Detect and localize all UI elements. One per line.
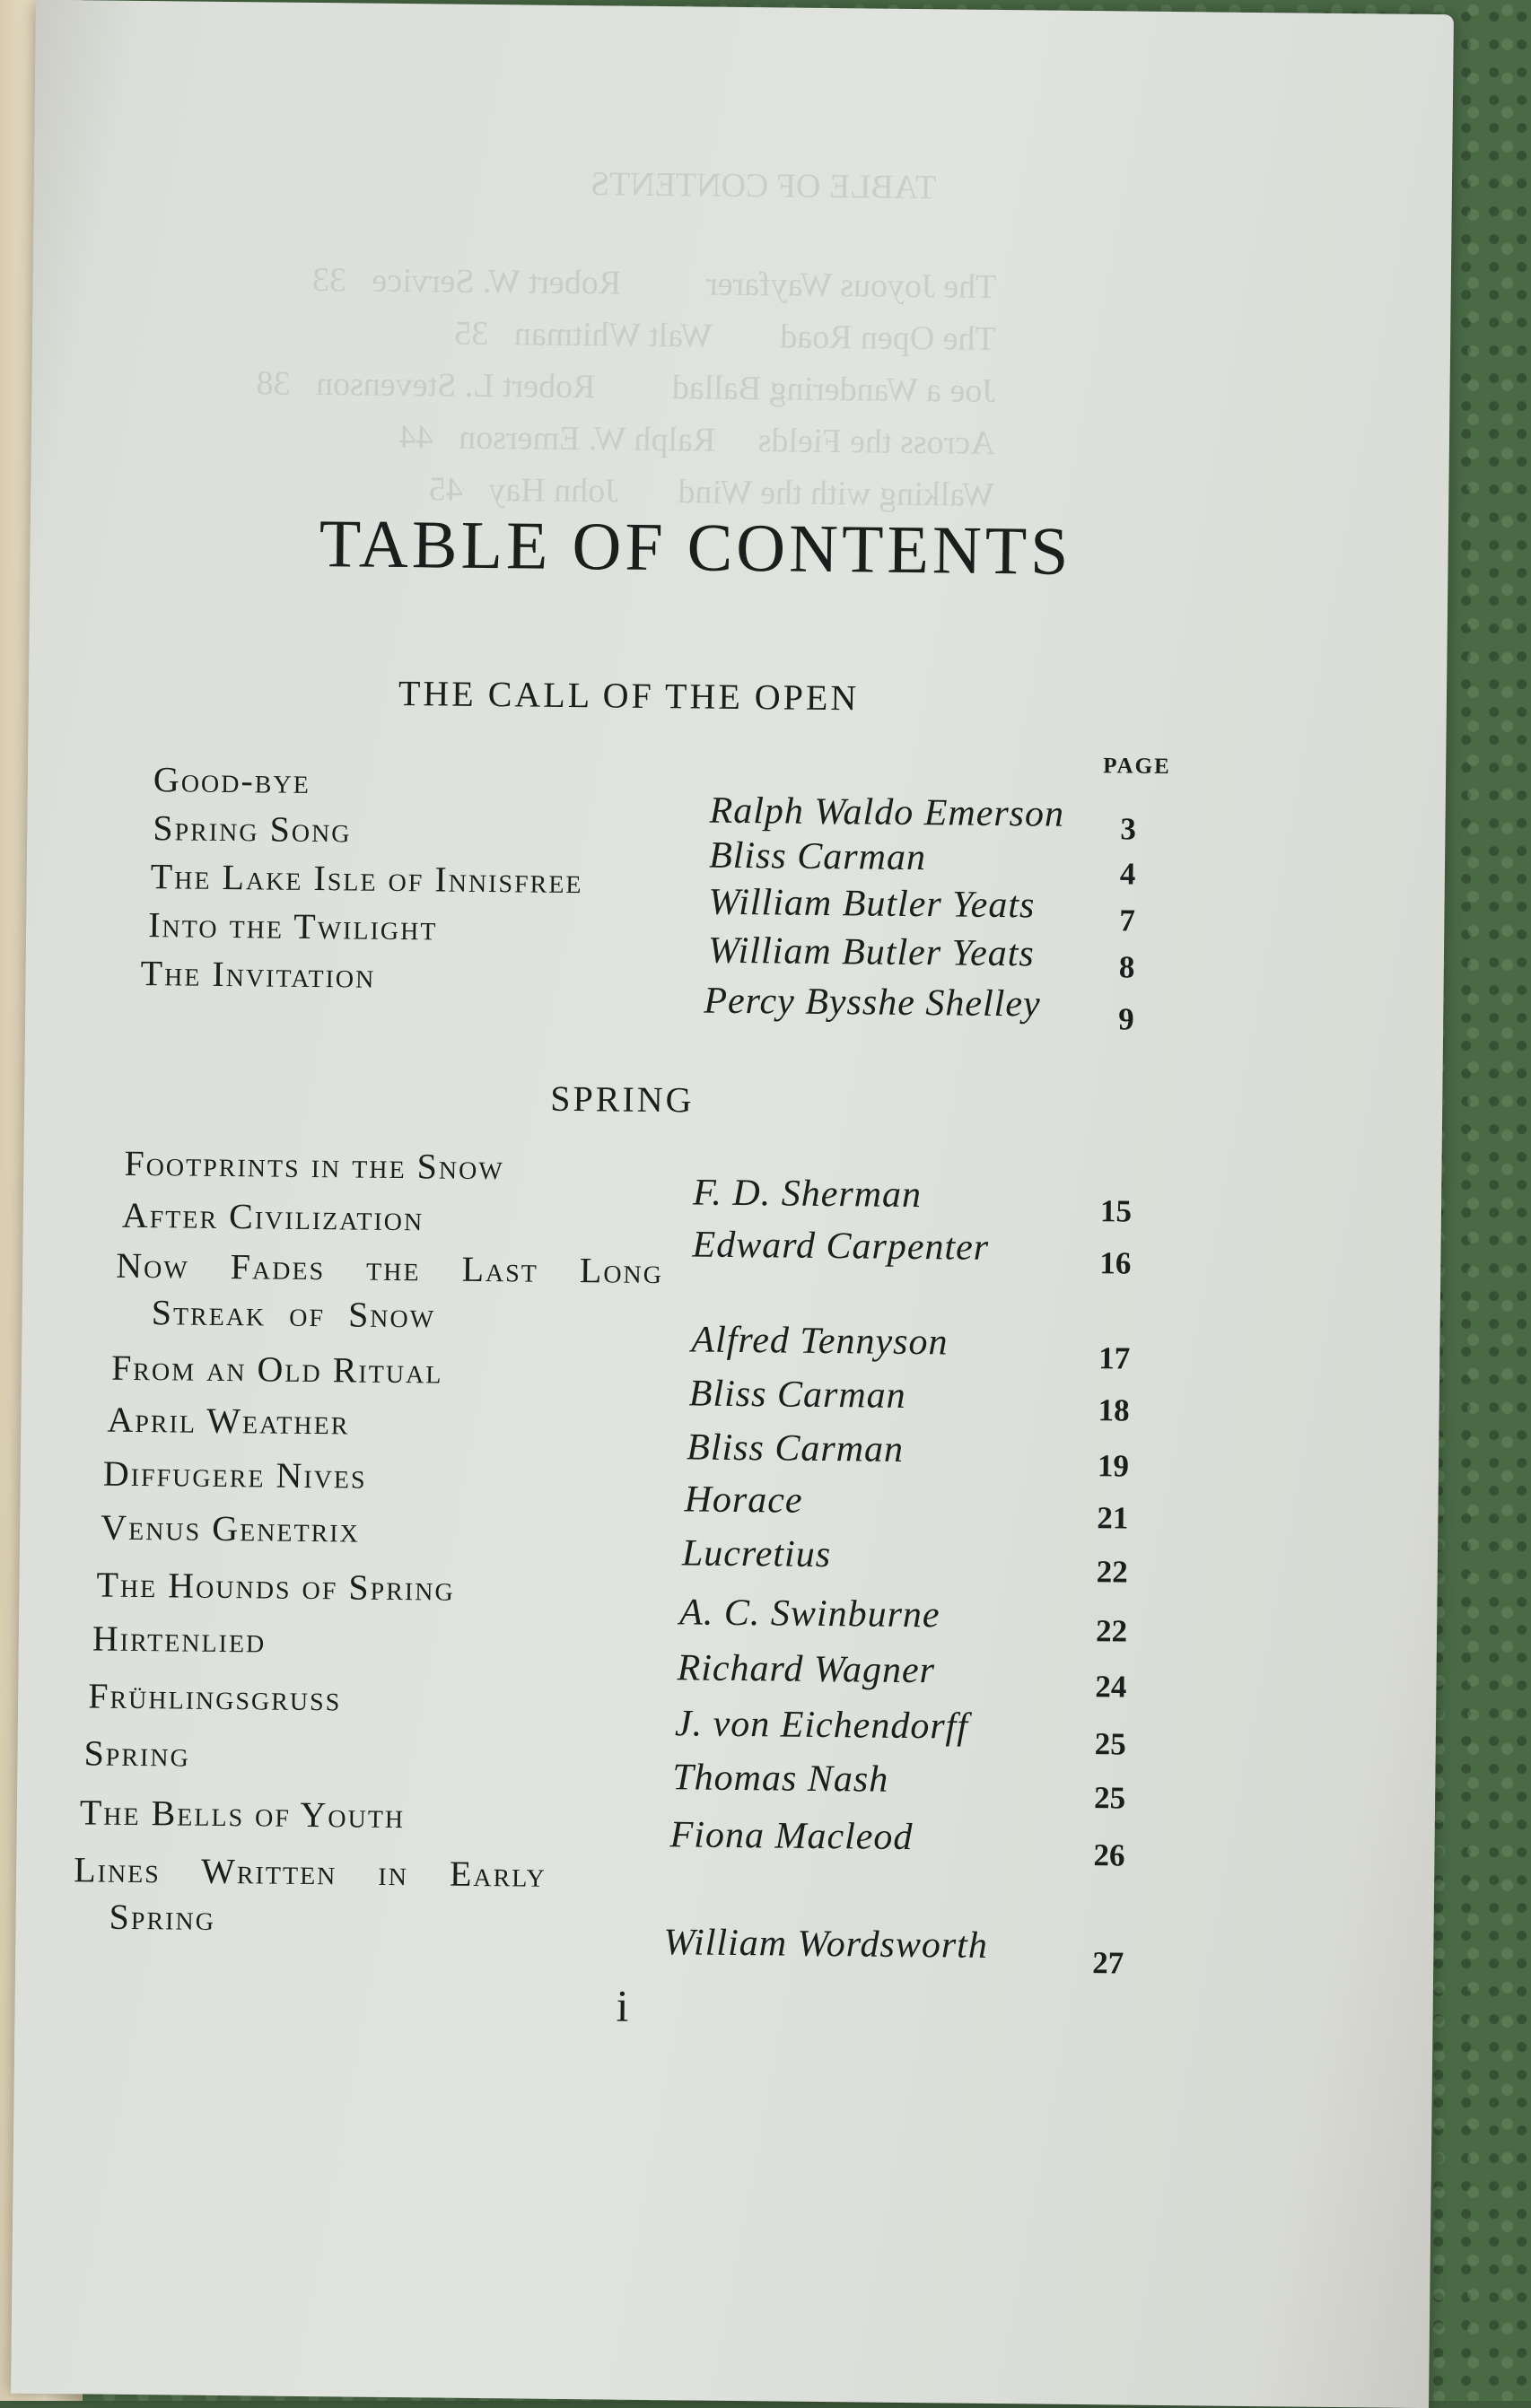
section-heading: SPRING bbox=[550, 1077, 695, 1121]
entry-page: 9 bbox=[1118, 1001, 1134, 1037]
entry-author: Alfred Tennyson bbox=[691, 1319, 949, 1364]
entry-title: Footprints in the Snow bbox=[124, 1142, 505, 1188]
entry-author: William Butler Yeats bbox=[707, 929, 1036, 975]
page-column-header: PAGE bbox=[1103, 754, 1171, 780]
entry-title: After Civilization bbox=[121, 1194, 424, 1239]
entry-author: Bliss Carman bbox=[708, 834, 927, 879]
entry-author: William Butler Yeats bbox=[708, 881, 1036, 927]
entry-author: Ralph Waldo Emerson bbox=[709, 790, 1065, 835]
entry-title-line1: Lines Written in Early bbox=[73, 1849, 547, 1895]
entry-page: 27 bbox=[1091, 1945, 1124, 1981]
entry-author: A. C. Swinburne bbox=[679, 1592, 940, 1636]
entry-title: Frühlingsgruss bbox=[88, 1675, 342, 1719]
show-through-text: TABLE OF CONTENTS bbox=[590, 165, 937, 207]
entry-title: Good-bye bbox=[153, 759, 311, 801]
book-page bbox=[11, 0, 1454, 2408]
entry-author: F. D. Sherman bbox=[692, 1172, 923, 1217]
entry-page: 24 bbox=[1095, 1669, 1127, 1705]
entry-page: 22 bbox=[1096, 1554, 1128, 1590]
page-title: TABLE OF CONTENTS bbox=[319, 506, 1072, 589]
show-through-text: The Joyous Wayfarer Robert W. Service 33 The Open Road Walt Whitman 35 Joe a Wandering Ballad Robert L. Stevenson 38 Across the Fields Ralph W. Emerson 44 Walking with the Wind John Hay 45 bbox=[256, 260, 997, 514]
entry-author: Percy Bysshe Shelley bbox=[704, 980, 1041, 1025]
entry-page: 3 bbox=[1120, 811, 1137, 847]
entry-title: The Invitation bbox=[140, 953, 376, 996]
entry-title: From an Old Ritual bbox=[110, 1347, 443, 1392]
entry-title-line2: Spring bbox=[109, 1896, 216, 1938]
entry-page: 19 bbox=[1097, 1448, 1130, 1484]
entry-page: 7 bbox=[1119, 903, 1136, 938]
entry-title: Spring Song bbox=[153, 807, 352, 851]
entry-title: Diffugere Nives bbox=[102, 1453, 367, 1496]
entry-title: Into the Twilight bbox=[148, 904, 438, 948]
entry-page: 15 bbox=[1099, 1193, 1133, 1229]
entry-page: 22 bbox=[1095, 1613, 1128, 1649]
entry-title bbox=[115, 1243, 663, 1341]
entry-author: J. von Eichendorff bbox=[674, 1703, 969, 1748]
entry-title: The Lake Isle of Innisfree bbox=[150, 856, 583, 902]
entry-title: The Hounds of Spring bbox=[96, 1564, 455, 1609]
entry-author: Lucretius bbox=[681, 1532, 832, 1576]
entry-title-line2: Streak of Snow bbox=[151, 1292, 436, 1336]
entry-author: Bliss Carman bbox=[686, 1426, 905, 1470]
entry-author: Thomas Nash bbox=[672, 1757, 889, 1801]
entry-author: Fiona Macleod bbox=[669, 1814, 914, 1859]
entry-author: William Wordsworth bbox=[663, 1922, 989, 1967]
entry-page: 18 bbox=[1098, 1392, 1130, 1428]
entry-page: 26 bbox=[1093, 1837, 1125, 1873]
entry-page: 25 bbox=[1093, 1780, 1126, 1816]
entry-title-line1: Now Fades the Last Long bbox=[116, 1244, 664, 1292]
entry-title: Hirtenlied bbox=[92, 1618, 267, 1661]
entry-title bbox=[73, 1846, 547, 1945]
section-heading: THE CALL OF THE OPEN bbox=[398, 673, 860, 719]
entry-title: Venus Genetrix bbox=[100, 1506, 361, 1550]
entry-page: 16 bbox=[1099, 1245, 1132, 1281]
entry-page: 25 bbox=[1094, 1726, 1126, 1762]
page-number: i bbox=[616, 1980, 629, 2031]
entry-title: The Bells of Youth bbox=[79, 1792, 406, 1837]
entry-page: 8 bbox=[1118, 949, 1135, 985]
entry-page: 4 bbox=[1119, 856, 1136, 892]
entry-author: Horace bbox=[684, 1479, 803, 1522]
entry-page: 21 bbox=[1097, 1500, 1129, 1536]
entry-page: 17 bbox=[1098, 1340, 1131, 1376]
entry-author: Richard Wagner bbox=[677, 1647, 936, 1692]
entry-author: Edward Carpenter bbox=[692, 1224, 990, 1269]
entry-title: April Weather bbox=[107, 1399, 350, 1443]
entry-author: Bliss Carman bbox=[688, 1373, 906, 1417]
entry-title: Spring bbox=[83, 1732, 191, 1775]
